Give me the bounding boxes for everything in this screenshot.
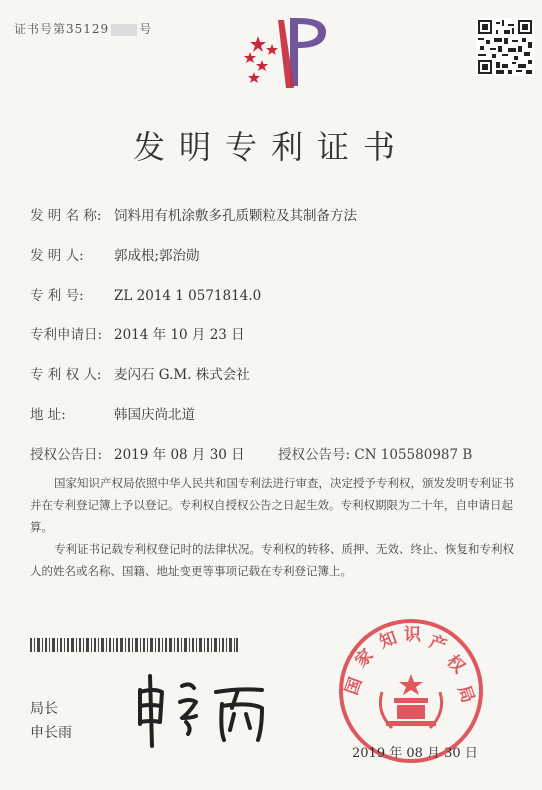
field-label: 授权公告日: — [30, 447, 103, 463]
qr-code — [476, 18, 534, 76]
field-value: CN 105580987 B — [354, 447, 473, 463]
barcode — [30, 638, 238, 652]
field-label: 发 明 人: — [30, 248, 84, 264]
certificate-number-suffix: 号 — [139, 22, 153, 36]
field-value: 麦闪石 G.M. 株式会社 — [114, 367, 250, 383]
field-value: 饲料用有机涂敷多孔质颗粒及其制备方法 — [114, 208, 357, 224]
svg-text:国: 国 — [341, 674, 367, 698]
field-value: 2014 年 10 月 23 日 — [114, 327, 245, 343]
field-filing-date — [30, 323, 245, 343]
signatory-name: 申长雨 — [30, 725, 72, 741]
field-patent-number — [30, 284, 261, 304]
signatory-title: 局长 — [30, 701, 58, 717]
field-value: 郭成根;郭治勋 — [114, 248, 200, 264]
field-invention-name — [30, 204, 357, 224]
field-label: 专利申请日: — [30, 327, 103, 343]
field-label: 专 利 权 人: — [30, 367, 102, 383]
field-grant-number — [278, 443, 472, 463]
field-value: 2019 年 08 月 30 日 — [114, 447, 245, 463]
field-label: 发 明 名 称: — [30, 208, 102, 224]
handwritten-signature — [130, 668, 280, 748]
svg-text:识: 识 — [404, 625, 421, 645]
field-inventor — [30, 244, 200, 264]
field-grant-date — [30, 443, 245, 463]
certificate-number-prefix: 证书号第35129 — [14, 22, 110, 36]
svg-text:家: 家 — [351, 645, 378, 672]
field-label: 地 址: — [30, 407, 66, 423]
legal-paragraph: 国家知识产权局依照中华人民共和国专利法进行审查，决定授予专利权，颁发发明专利证书并在专利登记簿上予以登记。专利权自授权公告之日起生效。专利权期限为二十年，自申请日起算。 — [30, 476, 514, 534]
field-label: 专 利 号: — [30, 288, 84, 304]
field-address — [30, 403, 195, 423]
svg-text:知: 知 — [376, 628, 400, 653]
field-value: ZL 2014 1 0571814.0 — [114, 288, 262, 304]
field-patentee — [30, 363, 250, 383]
certificate-title: 发明专利证书 — [132, 128, 409, 166]
seal-date: 2019 年 08 月 30 日 — [352, 746, 478, 761]
certificate-number — [14, 20, 152, 37]
legal-paragraph: 专利证书记载专利权登记时的法律状况。专利权的转移、质押、无效、终止、恢复和专利权人的姓名或名称、国籍、地址变更等事项记载在专利登记簿上。 — [30, 542, 514, 578]
redaction-mask — [111, 24, 137, 36]
patent-office-logo — [228, 14, 338, 94]
svg-text:局: 局 — [453, 682, 478, 706]
field-label: 授权公告号: — [278, 447, 351, 463]
svg-text:产: 产 — [426, 631, 450, 657]
svg-text:权: 权 — [442, 651, 469, 678]
field-value: 韩国庆尚北道 — [114, 407, 195, 423]
